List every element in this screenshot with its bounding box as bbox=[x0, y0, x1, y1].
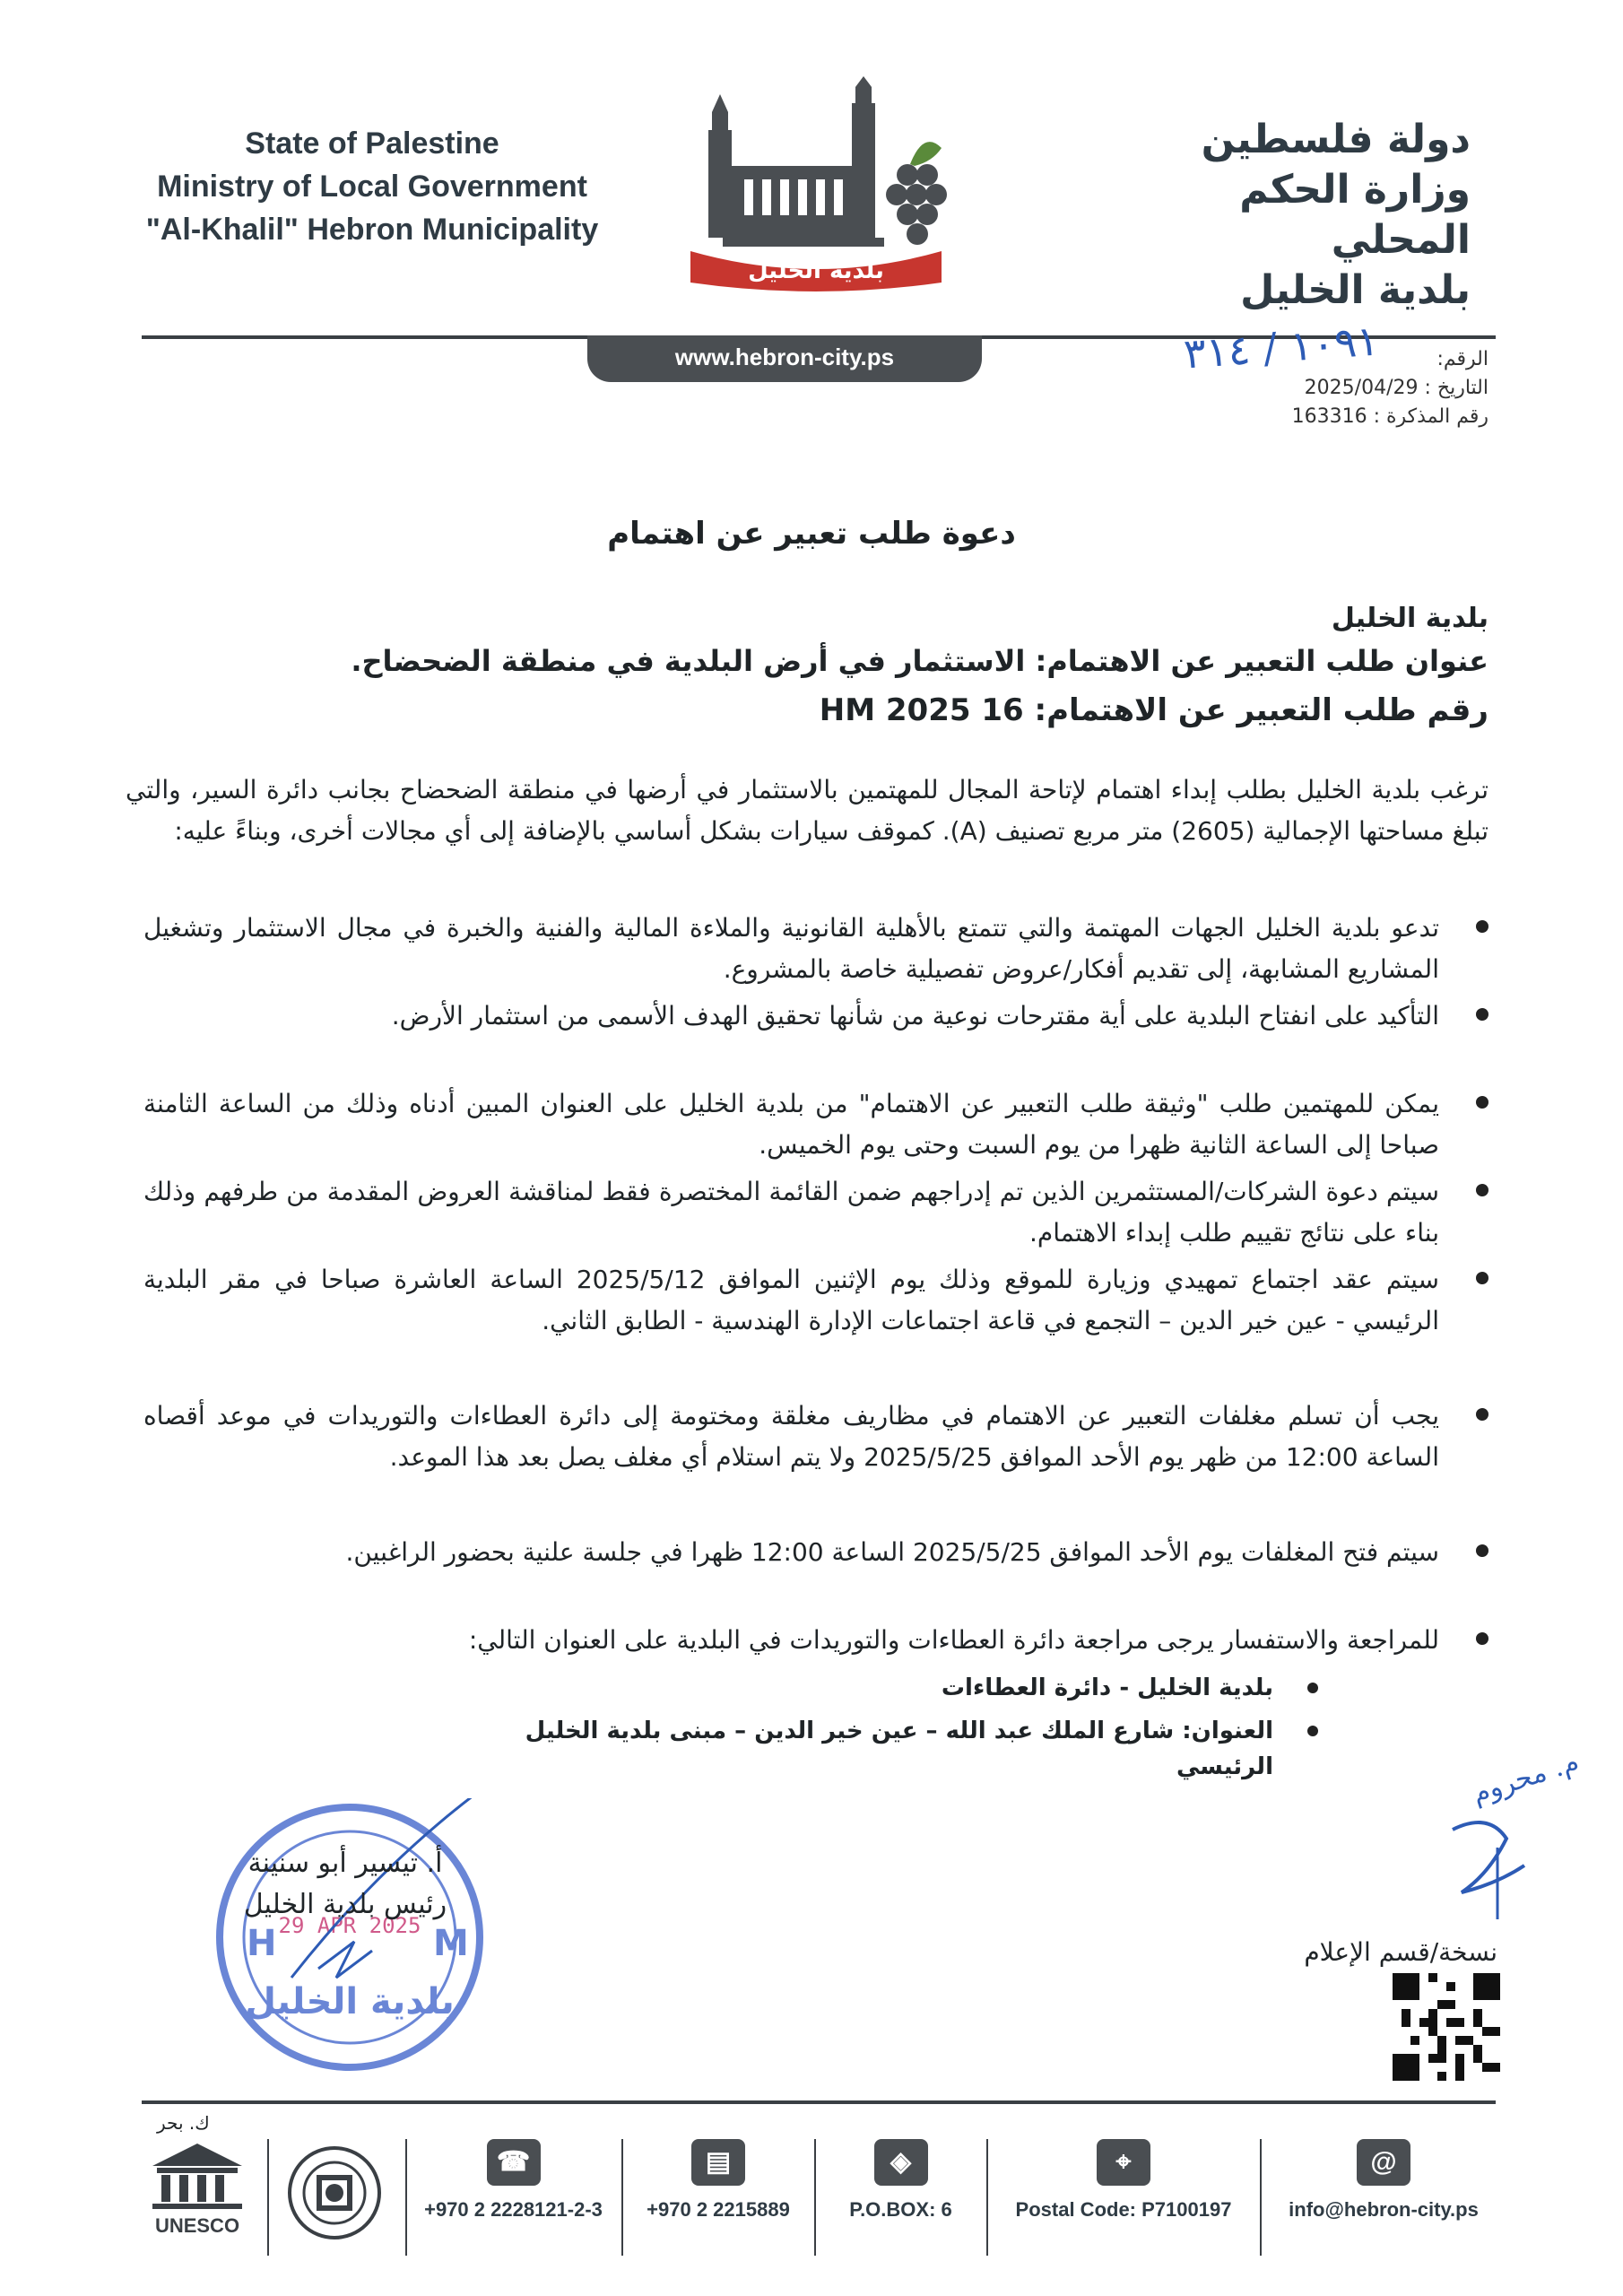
footer-email-text[interactable]: info@hebron-city.ps bbox=[1289, 2198, 1479, 2221]
footer-separator bbox=[267, 2139, 269, 2256]
sub-bullet-dot bbox=[1307, 1683, 1318, 1693]
bullet-dot bbox=[1476, 1008, 1488, 1021]
header-en-line-1: State of Palestine bbox=[245, 126, 499, 161]
footer-email bbox=[1263, 2139, 1505, 2222]
header-en-line-3: "Al-Khalil" Hebron Municipality bbox=[145, 213, 599, 247]
stamp-date: 29 APR 2025 bbox=[278, 1913, 421, 1938]
handwritten-note: م. محروم bbox=[1468, 1745, 1584, 1811]
footer-separator bbox=[986, 2139, 988, 2256]
unesco-label: UNESCO bbox=[154, 2214, 240, 2237]
signature-block bbox=[233, 1843, 457, 1926]
bullet-item bbox=[143, 1396, 1488, 1478]
website-url: www.hebron-city.ps bbox=[587, 335, 982, 382]
reference-block bbox=[1202, 345, 1488, 431]
bullet-text: التأكيد على انفتاح البلدية على أية مقترحات نوعية من شأنها تحقيق الهدف الأسمى من استثمار الأرض. bbox=[391, 1001, 1439, 1031]
memo-value: 163316 bbox=[1291, 405, 1367, 428]
subheading-eoi-number: رقم طلب التعبير عن الاهتمام: 16 2025 HM bbox=[819, 692, 1488, 728]
bullet-dot bbox=[1476, 1096, 1488, 1109]
bullet-dot bbox=[1476, 1544, 1488, 1557]
signatory-name: أ. تيسير أبو سنينة bbox=[247, 1848, 443, 1879]
intro-paragraph: ترغب بلدية الخليل بطلب إبداء اهتمام لإتاحة المجال للمهتمين بالاستثمار في أرضها في منطقة الضحضاح بجانب دائرة السير، والتي تبلغ مساحتها الإجمالية (2605) متر مربع تصنيف (A). كموقف سيارات بشكل أساسي بالإضافة إلى أي مجالات أخرى، وبناءً عليه: bbox=[126, 775, 1488, 846]
unesco-logo-icon bbox=[143, 2139, 251, 2256]
stamp-letter-m: M bbox=[433, 1923, 469, 1964]
header-ar-line-1: دولة فلسطين bbox=[1201, 117, 1471, 162]
header-arabic bbox=[1112, 115, 1471, 316]
municipality-logo-icon bbox=[673, 76, 959, 300]
bullet-dot bbox=[1476, 1632, 1488, 1645]
municipality-stamp-icon bbox=[211, 1798, 489, 2076]
bullet-item bbox=[143, 1083, 1488, 1166]
footer-separator bbox=[1260, 2139, 1262, 2256]
footer-pobox bbox=[817, 2139, 985, 2222]
bullet-text: للمراجعة والاستفسار يرجى مراجعة دائرة العطاءات والتوريدات في البلدية على العنوان التالي: bbox=[468, 1625, 1439, 1655]
bullet-item bbox=[143, 1171, 1488, 1254]
logo-text: بلدية الخليل bbox=[748, 257, 884, 284]
phone-icon: ☎ bbox=[487, 2139, 541, 2186]
footer-separator bbox=[814, 2139, 816, 2256]
number-label: الرقم: bbox=[1436, 348, 1488, 370]
footer-postal bbox=[989, 2139, 1258, 2222]
stamp-letter-h: H bbox=[247, 1923, 277, 1964]
footer-initials: ك. بحر bbox=[157, 2112, 210, 2134]
bullet-dot bbox=[1476, 1184, 1488, 1196]
footer-separator bbox=[621, 2139, 623, 2256]
sub-bullet-text: بلدية الخليل - دائرة العطاءات bbox=[941, 1674, 1273, 1701]
handwritten-reference-number: ١٠٩١ / ٣١٤ bbox=[1182, 316, 1381, 378]
stamp-text: بلدية الخليل bbox=[245, 1981, 455, 2022]
footer-fax bbox=[624, 2139, 812, 2222]
header-english bbox=[135, 122, 610, 251]
world-heritage-logo-icon bbox=[285, 2144, 384, 2242]
bullet-item bbox=[143, 1620, 1488, 1661]
subheading-municipality: بلدية الخليل bbox=[1331, 603, 1488, 634]
date-value: 2025/04/29 bbox=[1304, 377, 1419, 399]
header-en-line-2: Ministry of Local Government bbox=[157, 170, 587, 204]
header-ar-line-2: وزارة الحكم المحلي bbox=[1239, 167, 1471, 263]
bullet-dot bbox=[1476, 1408, 1488, 1421]
footer-pobox-text: P.O.BOX: 6 bbox=[849, 2198, 952, 2221]
handwritten-initials-icon bbox=[1435, 1794, 1542, 1928]
unesco-temple-icon bbox=[143, 2139, 251, 2211]
document-title: دعوة طلب تعبير عن اهتمام bbox=[607, 516, 1016, 552]
footer-fax-text: +970 2 2215889 bbox=[647, 2198, 790, 2221]
sub-bullet-dot bbox=[1307, 1726, 1318, 1736]
map-icon: ◈ bbox=[874, 2139, 928, 2186]
bullet-text: يجب أن تسلم مغلفات التعبير عن الاهتمام في مظاريف مغلقة ومختومة إلى دائرة العطاءات والتوريدات في موعد أقصاه الساعة 12:00 من ظهر يوم الأحد الموافق 2025/5/25 ولا يتم استلام أي مغلف يصل بعد هذا الموعد. bbox=[143, 1401, 1439, 1472]
header-ar-line-3: بلدية الخليل bbox=[1240, 267, 1471, 313]
bullet-item bbox=[143, 996, 1488, 1037]
sub-bullet-item bbox=[421, 1670, 1318, 1706]
fax-icon: ▤ bbox=[691, 2139, 745, 2186]
copy-to: نسخة/قسم الإعلام bbox=[1304, 1937, 1497, 1967]
bullet-text: سيتم عقد اجتماع تمهيدي وزيارة للموقع وذلك يوم الإثنين الموافق 2025/5/12 الساعة العاشرة صباحا في مقر البلدية الرئيسي - عين خير الدين – التجمع في قاعة اجتماعات الإدارة الهندسية - الطابق الثاني. bbox=[143, 1265, 1439, 1335]
footer-separator bbox=[405, 2139, 407, 2256]
footer-phone-text: +970 2 2228121-2-3 bbox=[424, 2198, 603, 2221]
footer-divider bbox=[142, 2100, 1496, 2104]
footer-phone bbox=[408, 2139, 619, 2222]
bullet-text: تدعو بلدية الخليل الجهات المهتمة والتي تتمتع بالأهلية القانونية والملاءة المالية والفنية والخبرة في مجال الاستثمار وتشغيل المشاريع المشابهة، إلى تقديم أفكار/عروض تفصيلية خاصة بالمشروع. bbox=[143, 913, 1439, 984]
bullet-dot bbox=[1476, 1272, 1488, 1284]
sub-bullet-item bbox=[421, 1713, 1318, 1785]
date-label: التاريخ : bbox=[1424, 377, 1488, 399]
qr-code-icon bbox=[1393, 1973, 1500, 2081]
bullet-text: سيتم دعوة الشركات/المستثمرين الذين تم إدراجهم ضمن القائمة المختصرة فقط لمناقشة العروض المقدمة من طرفهم وذلك بناء على نتائج تقييم طلب إبداء الاهتمام. bbox=[143, 1177, 1439, 1248]
bullet-text: يمكن للمهتمين طلب "وثيقة طلب التعبير عن الاهتمام" من بلدية الخليل على العنوان المبين أدناه وذلك من الساعة الثامنة صباحا إلى الساعة الثانية ظهرا من يوم السبت وحتى يوم الخميس. bbox=[143, 1089, 1439, 1160]
footer-postal-text: Postal Code: P7100197 bbox=[1015, 2198, 1232, 2221]
bullet-dot bbox=[1476, 920, 1488, 933]
sub-bullet-text: العنوان: شارع الملك عبد الله – عين خير الدين – مبنى بلدية الخليل الرئيسي bbox=[525, 1718, 1273, 1780]
bullet-text: سيتم فتح المغلفات يوم الأحد الموافق 2025/5/25 الساعة 12:00 ظهرا في جلسة علنية بحضور الراغبين. bbox=[345, 1537, 1439, 1567]
bullet-item bbox=[143, 908, 1488, 990]
memo-label: رقم المذكرة : bbox=[1373, 405, 1488, 428]
signatory-role: رئيس بلدية الخليل bbox=[243, 1889, 447, 1920]
bullet-item bbox=[143, 1259, 1488, 1342]
subheading-eoi-title: عنوان طلب التعبير عن الاهتمام: الاستثمار في أرض البلدية في منطقة الضحضاح. bbox=[351, 644, 1488, 678]
email-icon: @ bbox=[1357, 2139, 1410, 2186]
location-icon: ⌖ bbox=[1097, 2139, 1150, 2186]
bullet-item bbox=[143, 1532, 1488, 1573]
